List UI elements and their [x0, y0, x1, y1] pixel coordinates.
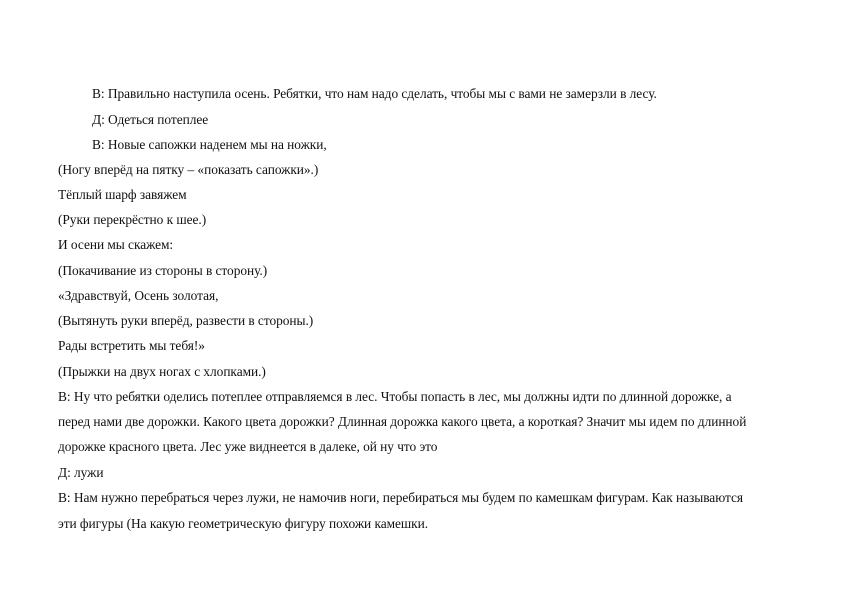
text-line-3: В: Новые сапожки наденем мы на ножки, — [92, 137, 327, 152]
text-line-1: В: Правильно наступила осень. Ребятки, что нам надо сделать, чтобы мы с вами не замерзли в лесу. — [92, 86, 657, 101]
text-line-8: (Покачивание из стороны в сторону.) — [58, 263, 268, 278]
text-line-14: перед нами две дорожки. Какого цвета дорожки? Длинная дорожка какого цвета, а короткая? Значит мы идем по длинной — [58, 414, 747, 429]
text-line-11: Рады встретить мы тебя!» — [58, 338, 205, 353]
text-line-12: (Прыжки на двух ногах с хлопками.) — [58, 364, 266, 379]
text-line-2: Д: Одеться потеплее — [92, 112, 209, 127]
text-line-7: И осени мы скажем: — [58, 237, 174, 252]
text-line-5: Тёплый шарф завяжем — [58, 187, 187, 202]
text-line-9: «Здравствуй, Осень золотая, — [58, 288, 219, 303]
text-line-18: эти фигуры (На какую геометрическую фигуру похожи камешки. — [58, 516, 429, 531]
text-line-17: В: Нам нужно перебраться через лужи, не намочив ноги, перебираться мы будем по камешкам фигурам. Как называются — [58, 490, 743, 505]
text-line-6: (Руки перекрёстно к шее.) — [58, 212, 207, 227]
text-line-4: (Ногу вперёд на пятку – «показать сапожки».) — [58, 162, 319, 177]
text-line-16: Д: лужи — [58, 465, 104, 480]
text-line-13: В: Ну что ребятки оделись потеплее отправляемся в лес. Чтобы попасть в лес, мы должны идти по длинной дорожке, а — [58, 389, 732, 404]
text-line-10: (Вытянуть руки вперёд, развести в стороны.) — [58, 313, 314, 328]
text-line-15: дорожке красного цвета. Лес уже виднеется в далеке, ой ну что это — [58, 439, 438, 454]
